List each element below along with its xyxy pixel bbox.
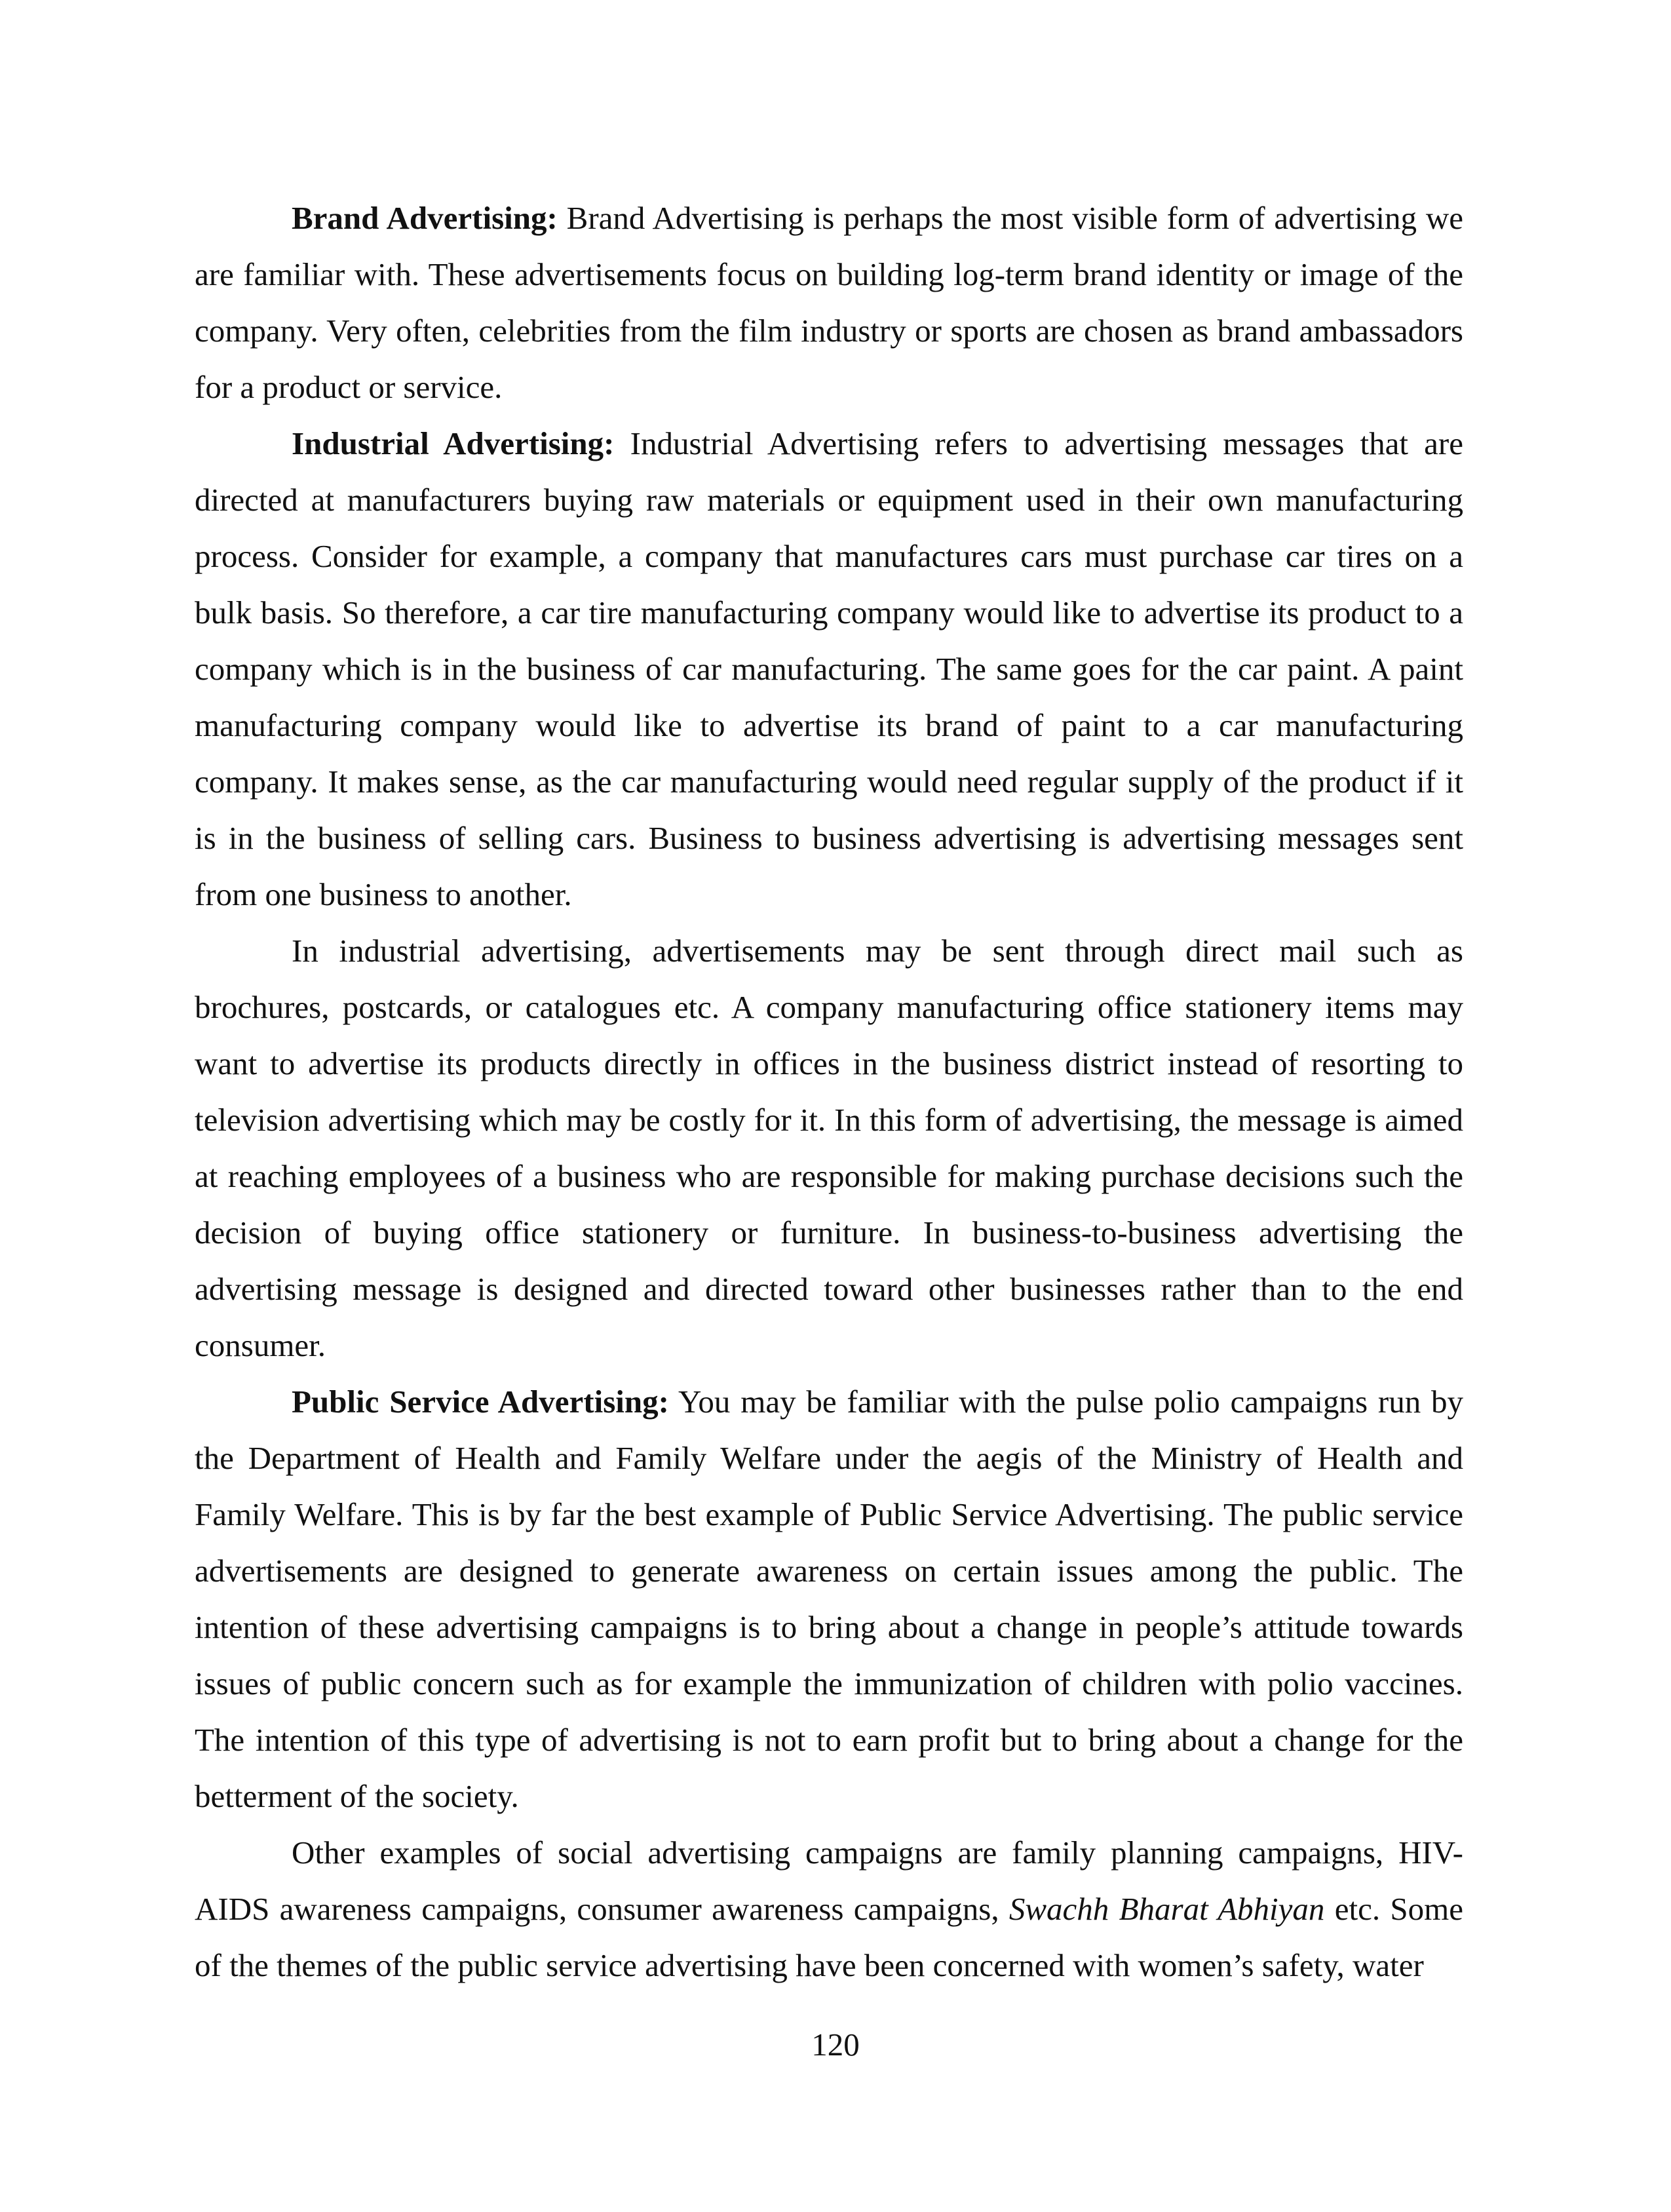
- paragraph-brand-advertising: [195, 190, 1463, 416]
- heading-industrial-advertising: Industrial Advertising:: [292, 425, 615, 461]
- paragraph-social-campaigns: [195, 1825, 1463, 1994]
- heading-public-service-advertising: Public Service Advertising:: [292, 1384, 669, 1420]
- paragraph-text: In industrial advertising, advertisements may be sent through direct mail such as brochures, postcards, or catalogues etc. A company manufacturing office stationery items may want to advertise its products directly in offices in the business district instead of resorting to television advertising which may be costly for it. In this form of advertising, the message is aimed at reaching employees of a business who are responsible for making purchase decisions such the decision of buying office stationery or furniture. In business-to-business advertising the advertising message is designed and directed toward other businesses rather than to the end consumer.: [195, 933, 1463, 1363]
- heading-brand-advertising: Brand Advertising:: [292, 200, 558, 236]
- paragraph-industrial-direct-mail: [195, 923, 1463, 1374]
- paragraph-industrial-advertising: [195, 416, 1463, 923]
- paragraph-text-continued: etc. Some of the themes of the public service advertising have been concerned with women’s safety, water: [195, 1891, 1463, 1983]
- paragraph-text: Brand Advertising is perhaps the most visible form of advertising we are familiar with. These advertisements focus on building log-term brand identity or image of the company. Very often, celebrities from the film industry or sports are chosen as brand ambassadors for a product or service.: [195, 200, 1463, 405]
- page-number: 120: [811, 2027, 860, 2063]
- paragraph-public-service-advertising: [195, 1374, 1463, 1825]
- paragraph-text: You may be familiar with the pulse polio campaigns run by the Department of Health and Family Welfare under the aegis of the Ministry of Health and Family Welfare. This is by far the best example of Public Service Advertising. The public service advertisements are designed to generate awareness on certain issues among the public. The intention of these advertising campaigns is to bring about a change in people’s attitude towards issues of public concern such as for example the immunization of children with polio vaccines. The intention of this type of advertising is not to earn profit but to bring about a change for the betterment of the society.: [195, 1384, 1463, 1814]
- paragraph-text: Other examples of social advertising campaigns are family planning campaigns, HIV-AIDS awareness campaigns, consumer awareness campaigns,: [195, 1834, 1463, 1927]
- campaign-name-italic: Swachh Bharat Abhiyan: [1008, 1891, 1325, 1927]
- paragraph-text: Industrial Advertising refers to advertising messages that are directed at manufacturers buying raw materials or equipment used in their own manufacturing process. Consider for example, a company that manufactures cars must purchase car tires on a bulk basis. So therefore, a car tire manufacturing company would like to advertise its product to a company which is in the business of car manufacturing. The same goes for the car paint. A paint manufacturing company would like to advertise its brand of paint to a car manufacturing company. It makes sense, as the car manufacturing would need regular supply of the product if it is in the business of selling cars. Business to business advertising is advertising messages sent from one business to another.: [195, 425, 1463, 912]
- page-body: [195, 190, 1463, 1994]
